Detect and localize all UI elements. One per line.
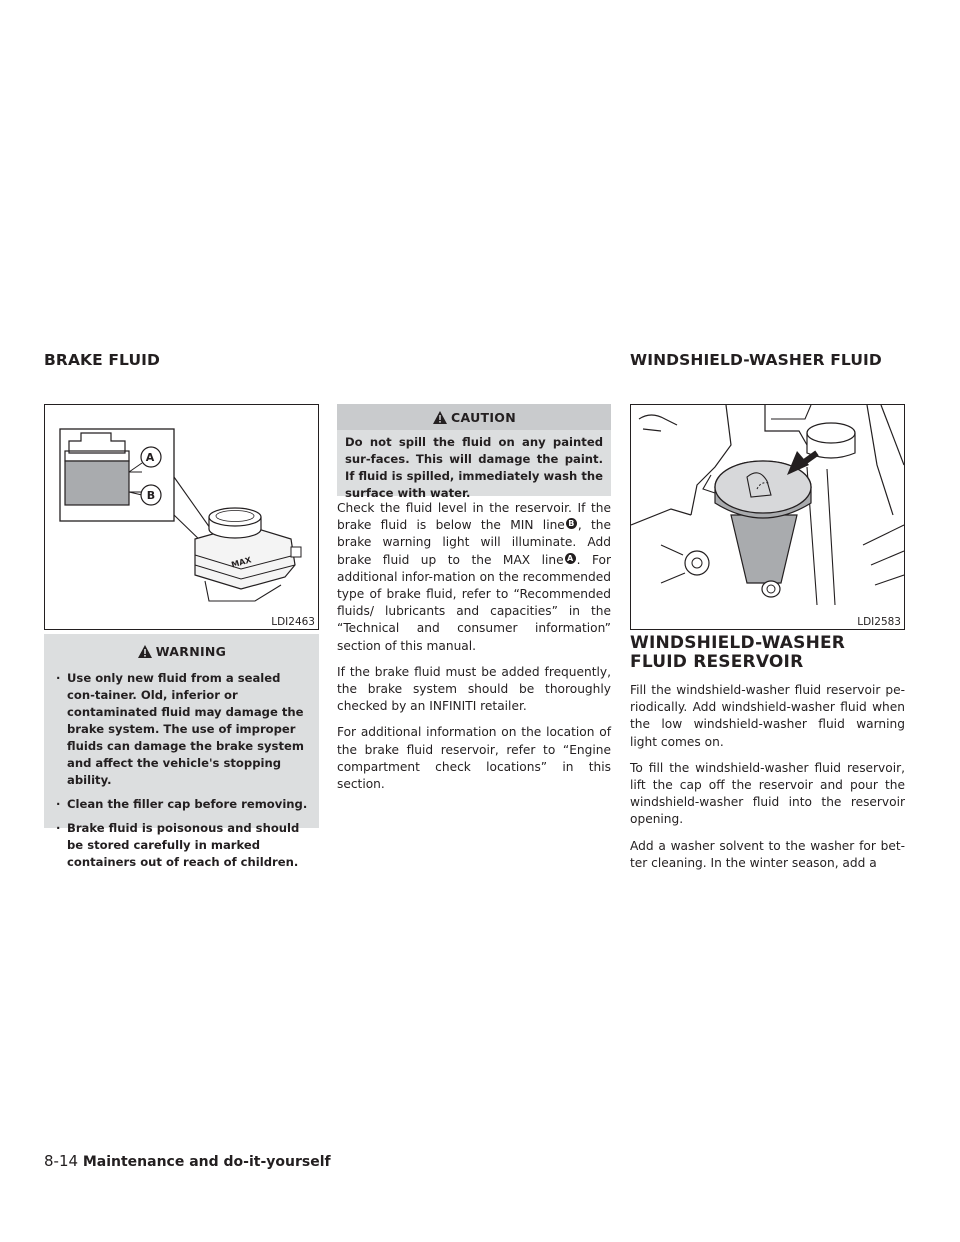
chapter-title: Maintenance and do-it-yourself xyxy=(82,1154,331,1170)
brake-paragraph-2: If the brake fluid must be added frequently, the brake system should be thoroughly checked by an INFINITI retailer. xyxy=(337,664,611,714)
warning-item: · Brake fluid is poisonous and should be stored carefully in marked containers out of reach of children. xyxy=(56,820,311,871)
brake-p1-text: , the brake warning light will illuminate. Add brake fluid up to the MAX line xyxy=(337,518,612,567)
brake-paragraph-1 xyxy=(337,500,611,655)
washer-paragraph-2: To fill the windshield-washer fluid reservoir, lift the cap off the reservoir and pour the windshield-washer fluid into the reservoir opening. xyxy=(630,760,905,827)
page-footer xyxy=(44,1152,331,1170)
warning-triangle-icon xyxy=(137,644,153,659)
washer-reservoir-heading: WINDSHIELD-WASHER FLUID RESERVOIR xyxy=(630,633,846,672)
page-number: 8-14 xyxy=(44,1152,79,1170)
warning-title: WARNING xyxy=(155,643,227,659)
brake-reservoir-figure xyxy=(44,404,319,630)
warning-box xyxy=(44,634,319,869)
brake-reservoir-illustration xyxy=(45,405,318,611)
caution-triangle-icon xyxy=(432,410,448,425)
label-a: A xyxy=(145,451,155,464)
washer-paragraph-1: Fill the windshield-washer fluid reservoir pe-riodically. Add windshield-washer fluid when the low windshield-washer fluid warning light comes on. xyxy=(630,683,905,749)
brake-p1-text: Check the fluid level in the reservoir. If the brake fluid is below the MIN line xyxy=(337,501,611,533)
washer-paragraph-3: Add a washer solvent to the washer for bet-ter cleaning. In the winter season, add a xyxy=(630,838,905,870)
section-heading-brake-fluid: BRAKE FLUID xyxy=(44,351,160,369)
warning-item: · Use only new fluid from a sealed con-tainer. Old, inferior or contaminated fluid may damage the brake system. The use of improper fluids can damage the brake system and affect the vehicle's stopping ability. xyxy=(56,670,311,789)
brake-paragraph-3: For additional information on the location of the brake fluid reservoir, refer to “Engine compartment check locations” in this section. xyxy=(337,725,611,792)
marker-b-icon: B xyxy=(566,518,577,529)
marker-a-icon: A xyxy=(565,553,576,564)
warning-header xyxy=(44,638,319,664)
figure-id: LDI2463 xyxy=(271,616,315,628)
warning-item: · Clean the filler cap before removing. xyxy=(56,796,311,813)
figure-id: LDI2583 xyxy=(857,616,901,628)
caution-text: Do not spill the fluid on any painted sur-faces. This will damage the paint. If fluid is spilled, immediately wash the surface with water. xyxy=(345,435,603,500)
caution-header xyxy=(337,404,611,430)
washer-reservoir-figure xyxy=(630,404,905,630)
max-embossing: MAX xyxy=(230,555,253,570)
caution-title: CAUTION xyxy=(451,409,516,425)
brake-p1-text: . For additional infor-mation on the recommended type of brake fluid, refer to “Recommended fluids/ lubricants and capacities” in the “Technical and consumer information” section of this manual. xyxy=(337,552,612,653)
label-b: B xyxy=(146,489,156,502)
washer-body xyxy=(630,634,905,881)
brake-body xyxy=(337,500,611,802)
caution-box xyxy=(337,404,611,500)
section-heading-washer-fluid: WINDSHIELD-WASHER FLUID xyxy=(630,351,882,369)
washer-reservoir-illustration xyxy=(631,405,904,615)
warning-list xyxy=(44,664,319,888)
